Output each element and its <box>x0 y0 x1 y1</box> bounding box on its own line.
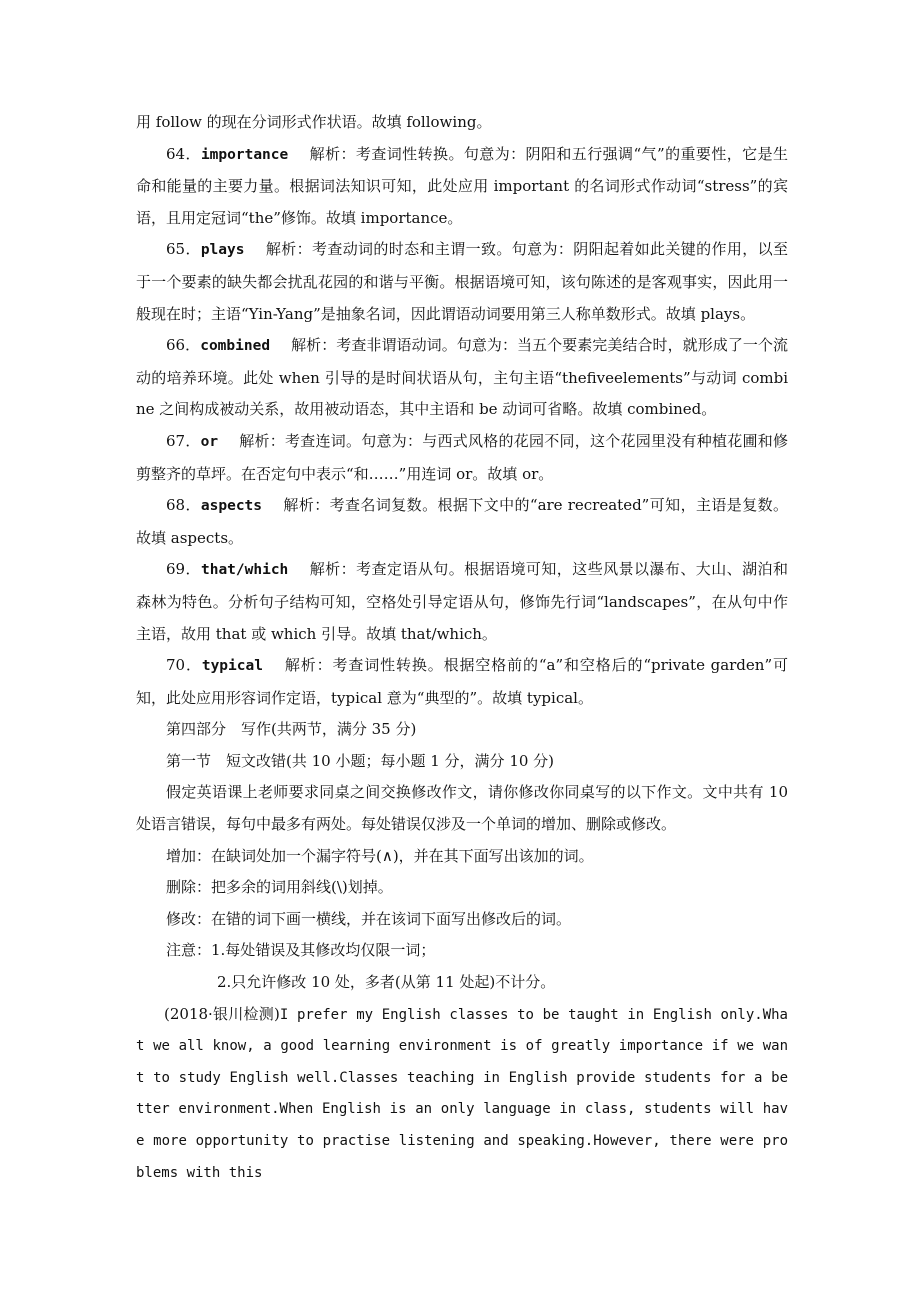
answer-explanation: 解析：考查名词复数。根据下文中的“are recreated”可知，主语是复数。故填 aspects。 <box>136 496 788 547</box>
answer-word: plays <box>200 242 245 259</box>
answer-word: combined <box>200 338 271 355</box>
answer-explanation: 解析：考查定语从句。根据语境可知，这些风景以瀑布、大山、湖泊和森林为特色。分析句子结构可知，空格处引导定语从句，修饰先行词“landscapes”，在从句中作主语，故用 that 或 which 引导。故填 that/which。 <box>136 560 788 643</box>
answer-number: 66． <box>166 336 201 355</box>
answer-number: 68． <box>166 496 201 515</box>
rule-modify: 修改：在错的词下画一横线，并在该词下面写出修改后的词。 <box>166 909 572 928</box>
page-content <box>136 107 788 1189</box>
answer-67 <box>136 426 788 490</box>
answer-word: or <box>200 433 219 450</box>
answer-explanation: 解析：考查连词。句意为：与西式风格的花园不同，这个花园里没有种植花圃和修剪整齐的草坪。在否定句中表示“和……”用连词 or。故填 or。 <box>136 431 788 483</box>
essay-passage <box>136 999 788 1190</box>
answer-number: 67． <box>166 431 201 450</box>
passage-text: I prefer my English classes to be taught in English only.What we all know, a good learning environment is of greatly importance if we want to study English well.Classes teaching in English provide students for a better environment.When English is an only language in class, students will have more opportunity to practise listening and speaking.However, there were problems with this <box>136 1006 788 1181</box>
answer-70 <box>136 650 788 714</box>
section-heading: 第一节 短文改错(共 10 小题；每小题 1 分，满分 10 分) <box>166 751 555 770</box>
answer-explanation: 解析：考查词性转换。根据空格前的“a”和空格后的“private garden”可知，此处应用形容词作定语，typical 意为“典型的”。故填 typical。 <box>136 656 788 707</box>
answer-number: 69． <box>166 560 201 579</box>
answer-69 <box>136 554 788 650</box>
answer-explanation: 解析：考查动词的时态和主谓一致。句意为：阴阳起着如此关键的作用，以至于一个要素的缺失都会扰乱花园的和谐与平衡。根据语境可知，该句陈述的是客观事实，因此用一般现在时；主语“Yin-Yang”是抽象名词，因此谓语动词要用第三人称单数形式。故填 plays。 <box>136 240 788 323</box>
instructions: 假定英语课上老师要求同桌之间交换修改作文，请你修改你同桌写的以下作文。文中共有 10 处语言错误，每句中最多有两处。每处错误仅涉及一个单词的增加、删除或修改。 <box>136 783 788 834</box>
answer-word: that/which <box>200 562 289 579</box>
answer-number: 65． <box>166 240 201 259</box>
answer-number: 64． <box>166 144 201 163</box>
answer-explanation: 解析：考查非谓语动词。句意为：当五个要素完美结合时，就形成了一个流动的培养环境。此处 when 引导的是时间状语从句，主句主语“thefiveelements”与动词 combine 之间构成被动关系，故用被动语态，其中主语和 be 动词可省略。故填 combined。 <box>136 336 788 419</box>
answer-word: aspects <box>200 498 263 515</box>
answer-66 <box>136 330 788 426</box>
answer-65 <box>136 234 788 330</box>
rule-add: 增加：在缺词处加一个漏字符号(∧)，并在其下面写出该加的词。 <box>166 846 594 865</box>
answer-63-tail: 用 follow 的现在分词形式作状语。故填 following。 <box>136 113 492 131</box>
answer-64 <box>136 139 788 235</box>
rule-delete: 删除：把多余的词用斜线(\)划掉。 <box>166 878 393 897</box>
passage-source: (2018·银川检测) <box>164 1004 280 1023</box>
answer-number: 70． <box>166 656 202 675</box>
part-heading: 第四部分 写作(共两节，满分 35 分) <box>166 720 417 739</box>
answer-word: typical <box>201 658 263 675</box>
note-2: 2.只允许修改 10 处，多者(从第 11 处起)不计分。 <box>217 973 556 992</box>
answer-word: importance <box>200 146 289 163</box>
answer-explanation: 解析：考查词性转换。句意为：阴阳和五行强调“气”的重要性，它是生命和能量的主要力量。根据词法知识可知，此处应用 important 的名词形式作动词“stress”的宾语，且用定冠词“the”修饰。故填 importance。 <box>136 144 789 227</box>
answer-68 <box>136 490 788 554</box>
note-1: 注意：1.每处错误及其修改均仅限一词； <box>166 941 436 960</box>
